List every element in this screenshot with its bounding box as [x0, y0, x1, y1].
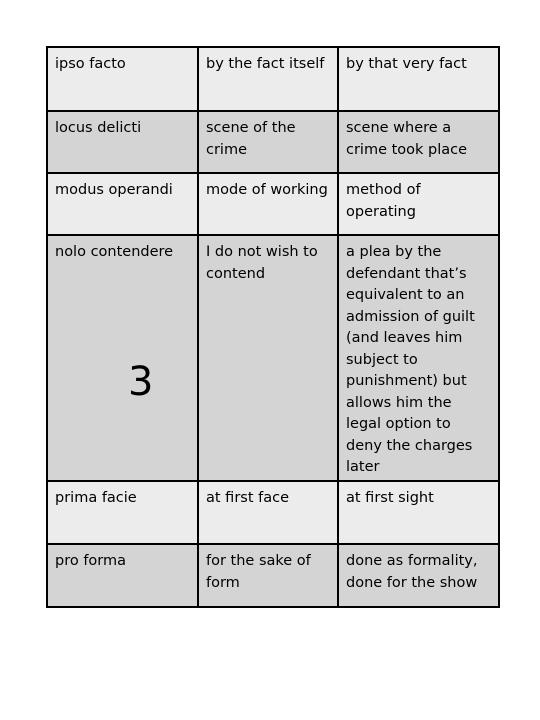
- term-cell: modus operandi: [47, 173, 198, 235]
- meaning-cell: a plea by the defendant that’s equivalent to an admission of guilt (and leaves him subject to punishment) but allows him the legal option to deny the charges later: [338, 235, 499, 481]
- literal-translation-cell: scene of the crime: [198, 111, 338, 173]
- term-cell: pro forma: [47, 544, 198, 607]
- latin-terms-table: [46, 46, 500, 608]
- term-label: nolo contendere: [55, 244, 174, 260]
- literal-translation-cell: mode of working: [198, 173, 338, 235]
- meaning-cell: method of operating: [338, 173, 499, 235]
- meaning-cell: done as formality, done for the show: [338, 544, 499, 607]
- table-row: [47, 544, 499, 607]
- literal-translation-cell: at first face: [198, 481, 338, 544]
- table-row: [47, 481, 499, 544]
- term-cell-with-page-number: [47, 235, 198, 481]
- literal-translation-cell: I do not wish to contend: [198, 235, 338, 481]
- table-row: [47, 235, 499, 481]
- table-row: [47, 173, 499, 235]
- term-cell: ipso facto: [47, 47, 198, 111]
- meaning-cell: scene where a crime took place: [338, 111, 499, 173]
- table-row: [47, 47, 499, 111]
- table-row: [47, 111, 499, 173]
- term-cell: prima facie: [47, 481, 198, 544]
- literal-translation-cell: for the sake of form: [198, 544, 338, 607]
- meaning-cell: at first sight: [338, 481, 499, 544]
- meaning-cell: by that very fact: [338, 47, 499, 111]
- term-cell: locus delicti: [47, 111, 198, 173]
- literal-translation-cell: by the fact itself: [198, 47, 338, 111]
- page-number: 3: [128, 359, 154, 405]
